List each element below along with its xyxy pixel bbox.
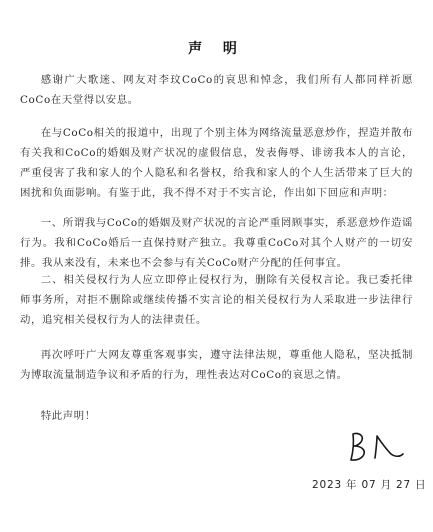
paragraph-appeal: 再次呼吁广大网友尊重客观事实，遵守法律法规，尊重他人隐私，坚决抵制为博取流量制造争议和矛盾的行为，理性表达对CoCo的哀思之情。 [20, 349, 413, 381]
statement-date: 2023 年 07 月 27 日 [312, 479, 427, 491]
handwritten-signature [345, 430, 405, 466]
statement-title: 声 明 [188, 41, 245, 57]
closing-text: 特此声明！ [40, 410, 96, 422]
paragraph-point-one: 一、所谓我与CoCo的婚姻及财产状况的言论严重罔顾事实，系恶意炒作造谣行为。我和CoCo婚后一直保持财产独立。我尊重CoCo对其个人财产的一切安排。我从来没有，未来也不会参与有关CoCo财产分配的任何事宜。 [20, 217, 413, 269]
paragraph-background: 在与CoCo相关的报道中，出现了个别主体为网络流量恶意炒作，捏造并散布有关我和CoCo的婚姻及财产状况的虚假信息，发表侮辱、诽谤我本人的言论，严重侵害了我和家人的个人隐私和名誉权，给我和家人的个人生活带来了巨大的困扰和负面影响。有鉴于此，我不得不对于不实言论，作出如下回应和声明： [20, 127, 413, 199]
paragraph-gratitude: 感谢广大歌迷、网友对李玟CoCo的哀思和悼念，我们所有人都同样祈愿CoCo在天堂得以安息。 [20, 74, 413, 106]
paragraph-point-two: 二、相关侵权行为人应立即停止侵权行为，删除有关侵权言论。我已委托律师事务所，对拒不删除或继续传播不实言论的相关侵权行为人采取进一步法律行动，追究相关侵权行为人的法律责任。 [20, 274, 413, 326]
